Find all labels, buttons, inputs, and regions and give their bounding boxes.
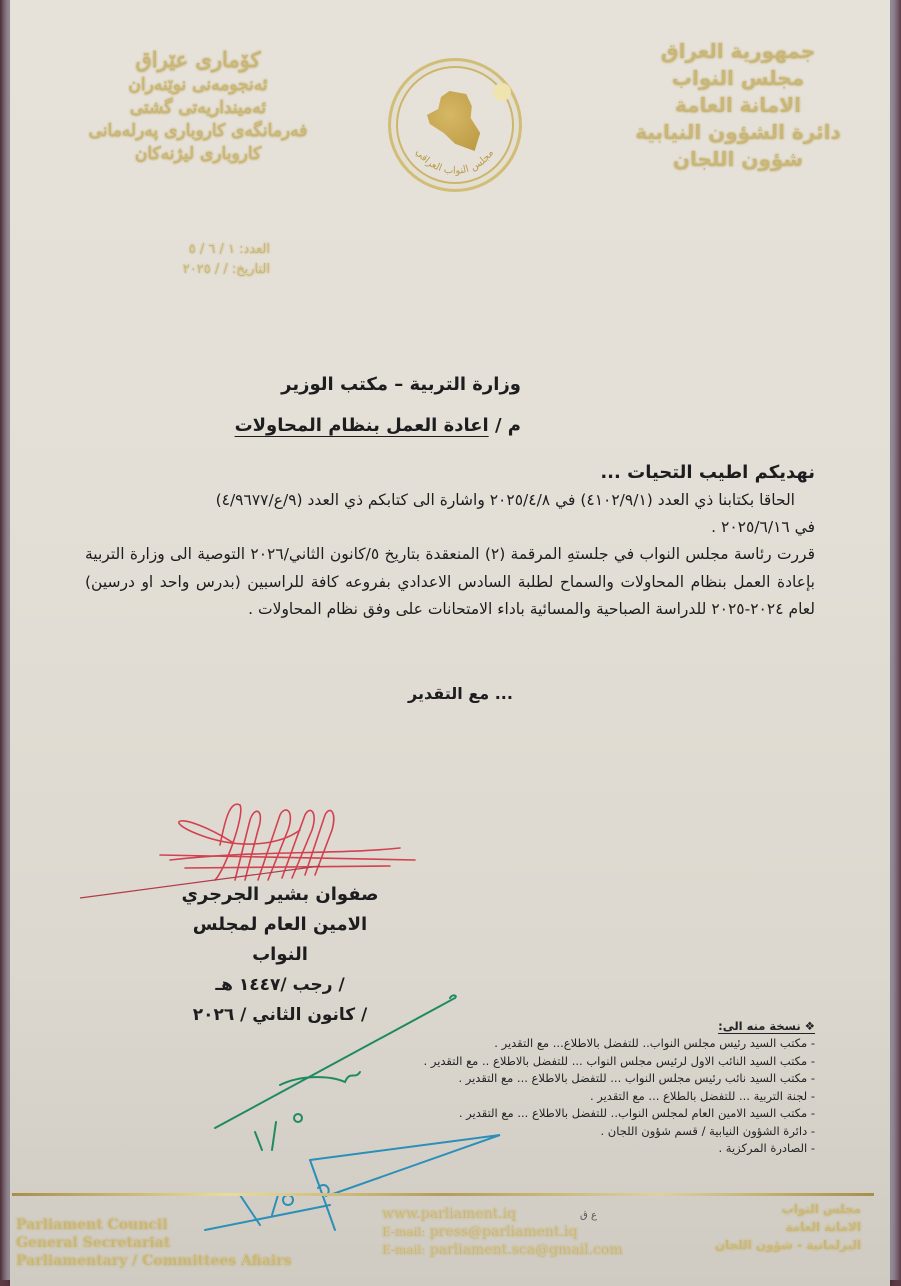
copies-heading: ❖ نسخة منه الى: [718,1019,815,1033]
paragraph-line: في ٢٠٢٥/٦/١٦ . [711,518,815,536]
subject-line [235,415,521,436]
gregorian-date: / كانون الثاني / ٢٠٢٦ [192,1005,368,1025]
subject-prefix: م / [494,415,521,436]
parliament-seal-icon [388,58,522,192]
reference-date-value: / / ٢٠٢٥ [182,262,228,277]
paragraph-decision: قررت رئاسة مجلس النواب في جلستهِ المرقمة (٢) المنعقدة بتاريخ ٥/كانون الثاني/٢٠٢٦ التوصية الى وزارة التربية بإعادة العمل بنظام المحاولات والسماح لطلبة السادس الاعدادي بفروعه كافة للراسبين (بدرس واحد او درسين) لعام ٢٠٢٤-٢٠٢٥ للدراسة الصباحية والمسائية باداء الامتحانات على وفق نظام المحاولات . [85,545,815,618]
footer-arabic [715,1200,861,1254]
footer-divider [12,1193,874,1196]
footer-small-mark: ع ق [580,1210,597,1221]
copy-recipient: - مكتب السيد نائب رئيس مجلس النواب ... للتفضل بالاطلاع ... مع التقدير . [458,1071,815,1085]
letterhead-line: كۆماری عێراق [135,47,261,72]
copy-recipient: - دائرة الشؤون النيابية / قسم شؤون اللجان . [600,1123,815,1138]
footer-line: البرلمانية - شؤون اللجان [714,1238,861,1252]
signature-block [180,880,380,1030]
greeting: نهديكم اطيب التحيات ... [600,462,815,483]
email-sca-link[interactable]: parliament.sca@gmail.com [429,1242,623,1258]
copy-recipient: - مكتب السيد رئيس مجلس النواب.. للتفضل بالاطلاع... مع التقدير . [494,1036,815,1050]
reference-number [90,240,270,260]
email-label: E-mail: [382,1225,426,1239]
reference-block [90,240,270,280]
email-sca [382,1241,623,1259]
paragraph-line: الحاقا بكتابنا ذي العدد (٤١٠٢/٩/١) في ٢٠٢٥/٤/٨ واشارة الى كتابكم ذي العدد (٩/ع/٤/٩٦٧٧) [215,491,795,509]
signer-name: صفوان بشير الجرجري [181,884,379,905]
copy-recipient: - لجنة التربية ... للتفضل بالطلاع ... مع التقدير . [589,1088,815,1103]
footer-line: مجلس النواب [781,1202,861,1216]
reference-number-value: ١ / ٦ / ٥ [188,242,236,257]
footer-line: Parliament Council [16,1217,168,1233]
closing: ... مع التقدير [408,684,513,703]
paragraph-reference [85,487,815,541]
letterhead-line: دائرة الشؤون النيابية [635,120,841,144]
copy-recipient: - مكتب السيد النائب الاول لرئيس مجلس النواب ... للتفضل بالاطلاع .. مع التقدير . [423,1053,815,1068]
footer-line: الامانة العامة [785,1220,861,1234]
letterhead-line: كاروباری لیژنەكان [134,144,262,165]
email-press [382,1223,623,1241]
letterhead-line: جمهورية العراق [660,39,816,63]
svg-text:مجلس النواب العراقي: مجلس النواب العراقي [413,146,497,177]
copies-list [315,1017,815,1158]
copy-recipient: - الصادرة المركزية . [718,1141,815,1155]
reference-date-label: التاريخ: [231,262,270,277]
footer-english [16,1216,292,1270]
reference-number-label: العدد: [239,242,270,257]
website-link[interactable]: www.parliament.iq [382,1206,517,1222]
reference-date [90,260,270,280]
seal-ring-text [391,61,519,189]
footer-line: General Secretariat [16,1235,171,1251]
email-label: E-mail: [382,1243,426,1257]
footer-line: Parliamentary / Committees Afiairs [16,1253,292,1269]
letterhead-line: الامانة العامة [675,93,801,117]
copy-recipient: - مكتب السيد الامين العام لمجلس النواب.. للتفضل بالاطلاع ... مع التقدير . [458,1106,815,1120]
letterhead-line: مجلس النواب [671,66,805,90]
letterhead-arabic [623,38,853,173]
hijri-date: / رجب /١٤٤٧ هـ [215,975,345,995]
subject-text: اعادة العمل بنظام المحاولات [234,415,489,436]
signer-title: الامين العام لمجلس النواب [192,914,368,965]
letterhead-line: ئەنجومەنی نوێنەران [128,75,268,96]
letterhead-line: شؤون اللجان [672,147,804,171]
addressee: وزارة التربية – مكتب الوزير [281,374,521,395]
letterhead-kurdish [78,46,318,166]
letterhead-line: ئەمینداریەتی گشتی [129,98,267,119]
email-press-link[interactable]: press@parliament.iq [429,1224,578,1240]
letterhead-line: فەرمانگەی كاروباری پەرلەمانی [88,121,308,142]
